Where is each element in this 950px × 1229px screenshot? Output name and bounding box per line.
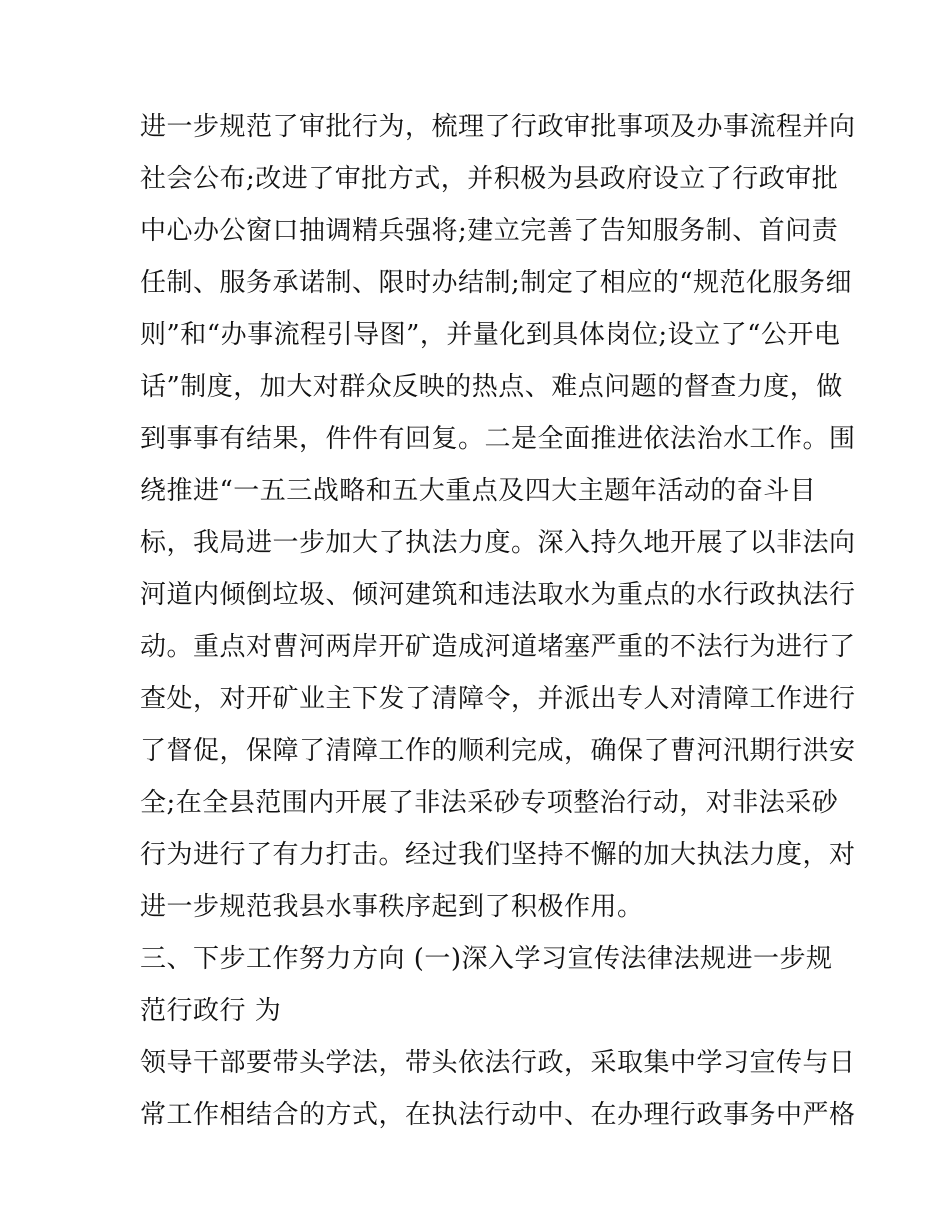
text-line: 到事事有结果，件件有回复。二是全面推进依法治水工作。围 (140, 424, 856, 454)
text-line: 话”制度，加大对群众反映的热点、难点问题的督查力度，做 (140, 372, 843, 402)
text-line: 中心办公窗口抽调精兵强将;建立完善了告知服务制、首问责 (140, 216, 839, 246)
text-line: 全;在全县范围内开展了非法采砂专项整治行动，对非法采砂 (140, 788, 839, 818)
text-line: 进一步规范我县水事秩序起到了积极作用。 (140, 892, 644, 922)
text-line: 动。重点对曹河两岸开矿造成河道堵塞严重的不法行为进行了 (140, 632, 856, 662)
text-line: 行为进行了有力打击。经过我们坚持不懈的加大执法力度，对 (140, 840, 856, 870)
text-line: 进一步规范了审批行为，梳理了行政审批事项及办事流程并向 (140, 112, 856, 142)
section-heading: 范行政行 为 (140, 996, 282, 1026)
text-line: 河道内倾倒垃圾、倾河建筑和违法取水为重点的水行政执法行 (140, 580, 856, 610)
text-line: 查处，对开矿业主下发了清障令，并派出专人对清障工作进行 (140, 684, 856, 714)
text-line: 则”和“办事流程引导图”，并量化到具体岗位;设立了“公开电 (140, 320, 841, 350)
section-heading: 三、下步工作努力方向 (一)深入学习宣传法律法规进一步规 (140, 944, 833, 974)
text-line: 绕推进“一五三战略和五大重点及四大主题年活动的奋斗目 (140, 476, 817, 506)
text-line: 标，我局进一步加大了执法力度。深入持久地开展了以非法向 (140, 528, 856, 558)
text-line: 常工作相结合的方式，在执法行动中、在办理行政事务中严格 (140, 1100, 856, 1130)
text-line: 了督促，保障了清障工作的顺利完成，确保了曹河汛期行洪安 (140, 736, 856, 766)
text-line: 领导干部要带头学法，带头依法行政，采取集中学习宣传与日 (140, 1048, 856, 1078)
text-line: 任制、服务承诺制、限时办结制;制定了相应的“规范化服务细 (140, 268, 853, 298)
text-line: 社会公布;改进了审批方式，并积极为县政府设立了行政审批 (140, 164, 839, 194)
